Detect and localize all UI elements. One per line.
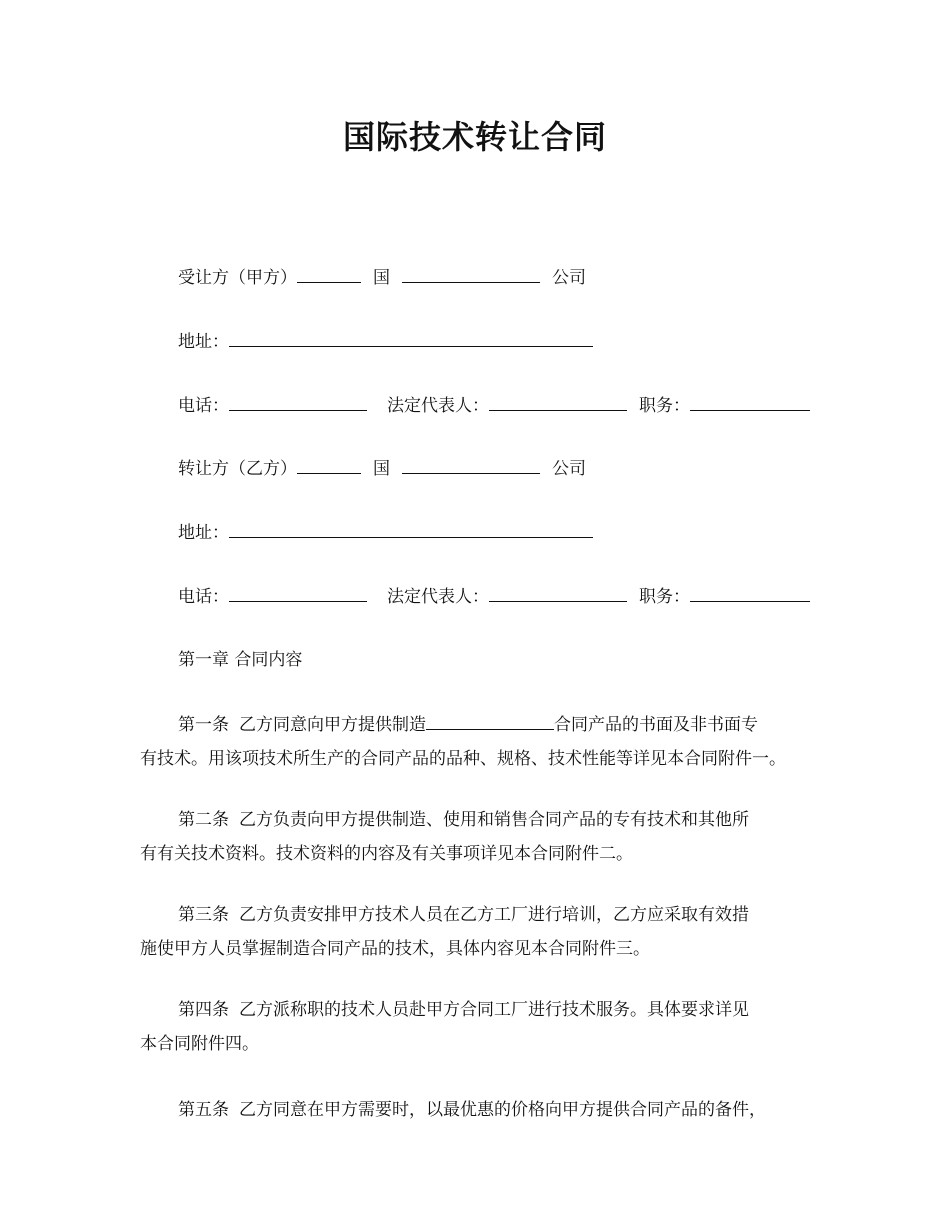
article-text: 乙方负责向甲方提供制造、使用和销售合同产品的专有技术和其他所 xyxy=(239,810,749,830)
article-5 xyxy=(140,1093,820,1127)
assignor-contact-line xyxy=(178,585,810,609)
article-text: 有有关技术资料。技术资料的内容及有关事项详见本合同附件二。 xyxy=(140,844,633,864)
assignee-country-blank[interactable] xyxy=(297,266,361,283)
assignee-legal-rep-blank[interactable] xyxy=(489,394,627,411)
article-number: 第一条 xyxy=(178,715,229,735)
article-text: 本合同附件四。 xyxy=(140,1034,259,1054)
assignee-contact-line xyxy=(178,394,810,418)
article-text: 乙方派称职的技术人员赴甲方合同工厂进行技术服务。具体要求详见 xyxy=(239,1000,749,1020)
assignee-company-label: 公司 xyxy=(552,268,586,288)
assignee-position-label: 职务： xyxy=(639,396,690,416)
assignee-position-blank[interactable] xyxy=(690,394,810,411)
assignor-position-blank[interactable] xyxy=(690,585,810,602)
product-name-blank[interactable] xyxy=(426,713,554,730)
article-4 xyxy=(140,993,820,1061)
assignor-legal-rep-label: 法定代表人： xyxy=(387,587,489,607)
assignee-phone-blank[interactable] xyxy=(229,394,367,411)
assignor-label: 转让方（乙方） xyxy=(178,459,297,479)
assignor-phone-blank[interactable] xyxy=(229,585,367,602)
assignor-phone-label: 电话： xyxy=(178,587,229,607)
assignor-address-label: 地址： xyxy=(178,523,229,543)
article-text: 有技术。用该项技术所生产的合同产品的品种、规格、技术性能等详见本合同附件一。 xyxy=(140,749,786,769)
assignee-country-label: 国 xyxy=(373,268,390,288)
article-text: 合同产品的书面及非书面专 xyxy=(554,715,758,735)
assignee-phone-label: 电话： xyxy=(178,396,229,416)
assignee-address-blank[interactable] xyxy=(229,330,593,347)
article-text: 乙方同意向甲方提供制造 xyxy=(239,715,426,735)
assignor-address-blank[interactable] xyxy=(229,521,593,538)
assignor-country-blank[interactable] xyxy=(297,457,361,474)
article-number: 第二条 xyxy=(178,810,229,830)
assignor-position-label: 职务： xyxy=(639,587,690,607)
article-number: 第四条 xyxy=(178,1000,229,1020)
assignee-address-label: 地址： xyxy=(178,332,229,352)
article-1 xyxy=(140,708,820,776)
assignor-line xyxy=(178,457,586,481)
assignee-line xyxy=(178,266,586,290)
document-title: 国际技术转让合同 xyxy=(342,118,607,156)
article-3 xyxy=(140,898,820,966)
assignor-company-label: 公司 xyxy=(552,459,586,479)
assignor-country-label: 国 xyxy=(373,459,390,479)
chapter-heading: 第一章 合同内容 xyxy=(178,650,303,670)
article-2 xyxy=(140,803,820,871)
assignor-address-line xyxy=(178,521,593,545)
assignor-legal-rep-blank[interactable] xyxy=(489,585,627,602)
article-text: 乙方同意在甲方需要时，以最优惠的价格向甲方提供合同产品的备件， xyxy=(239,1100,766,1120)
assignee-label: 受让方（甲方） xyxy=(178,268,297,288)
assignee-legal-rep-label: 法定代表人： xyxy=(387,396,489,416)
article-text: 施使甲方人员掌握制造合同产品的技术，具体内容见本合同附件三。 xyxy=(140,939,650,959)
assignee-company-blank[interactable] xyxy=(402,266,540,283)
article-number: 第五条 xyxy=(178,1100,229,1120)
assignor-company-blank[interactable] xyxy=(402,457,540,474)
article-text: 乙方负责安排甲方技术人员在乙方工厂进行培训，乙方应采取有效措 xyxy=(239,905,749,925)
assignee-address-line xyxy=(178,330,593,354)
article-number: 第三条 xyxy=(178,905,229,925)
